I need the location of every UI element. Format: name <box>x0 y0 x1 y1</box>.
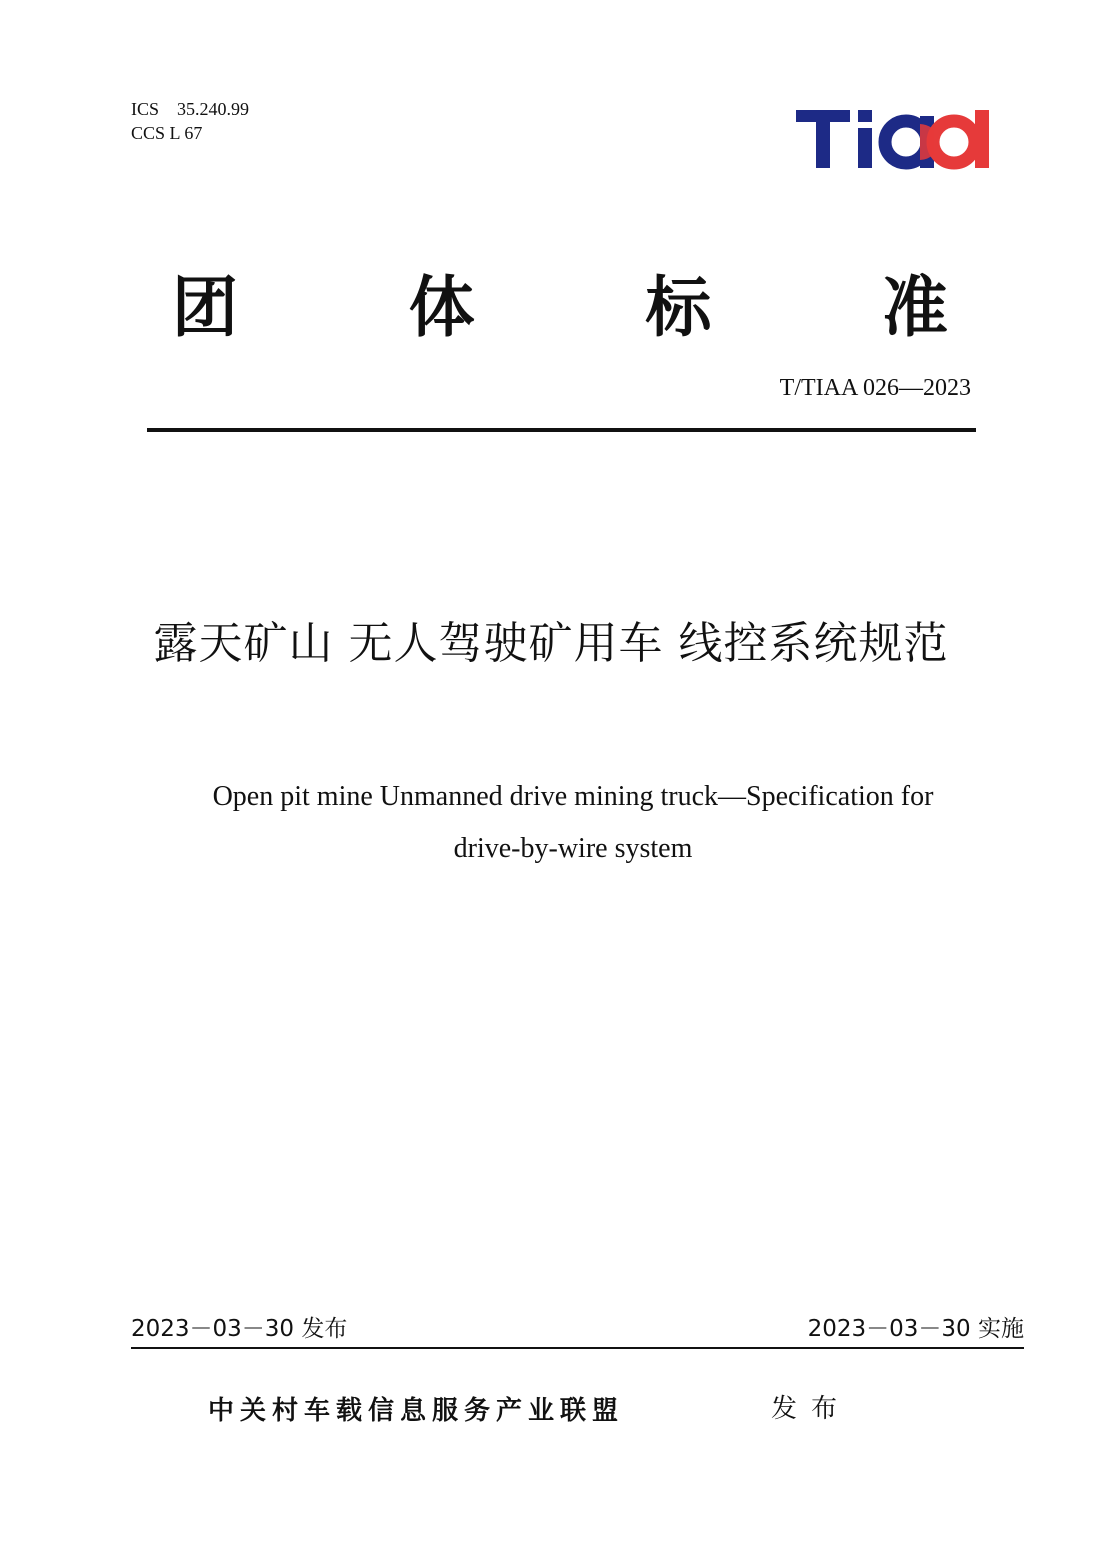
title-char-2: 体 <box>408 269 475 346</box>
top-divider <box>147 428 976 432</box>
title-char-3: 标 <box>645 269 712 346</box>
bottom-divider <box>131 1347 1024 1349</box>
publish-label: 发布 <box>771 1394 852 1424</box>
implementation-date: 2023－03－30 实施 <box>807 1316 1024 1342</box>
english-title-line-2: drive-by-wire system <box>453 833 693 864</box>
ccs-code: CCS L 67 <box>131 123 203 143</box>
english-title-line-1: Open pit mine Unmanned drive mining truck—Specification for <box>212 781 934 812</box>
standard-type-title <box>140 268 980 348</box>
title-char-4: 准 <box>881 269 948 346</box>
tiaa-logo-graphic <box>796 104 990 170</box>
english-title <box>150 771 996 875</box>
publisher-name: 中关村车载信息服务产业联盟 <box>208 1396 625 1426</box>
issue-date: 2023－03－30 发布 <box>131 1316 348 1342</box>
chinese-title: 露天矿山 无人驾驶矿用车 线控系统规范 <box>153 618 949 669</box>
title-char-1: 团 <box>172 269 238 346</box>
tiaa-logo <box>796 104 990 175</box>
classification-codes <box>131 97 249 145</box>
standard-number: T/TIAA 026—2023 <box>779 375 971 401</box>
ics-code: ICS 35.240.99 <box>131 99 250 119</box>
